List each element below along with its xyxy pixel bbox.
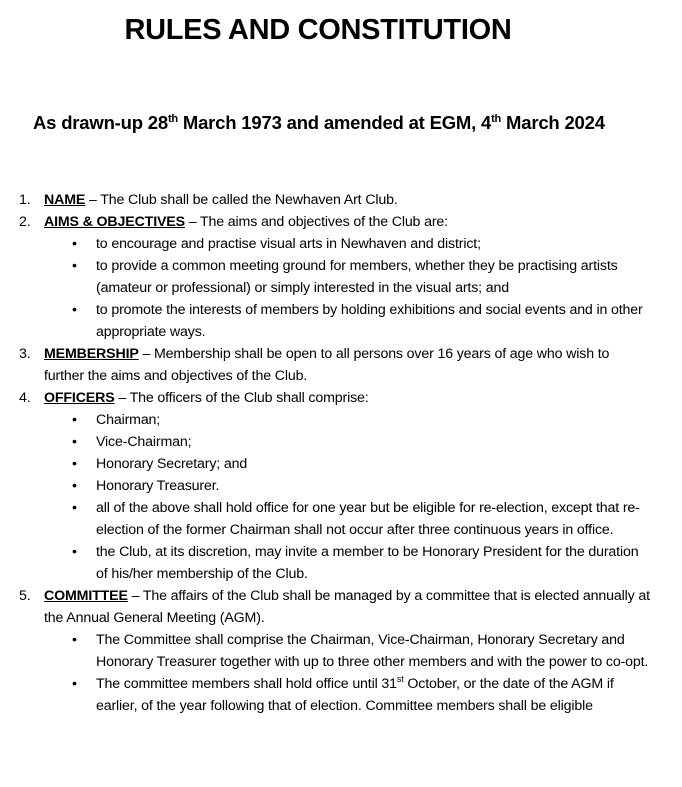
document-body [0,189,682,717]
officers-bullet-list [0,409,682,585]
bullet-icon: • [72,632,77,648]
aims-bullet-list [0,233,682,343]
list-item [0,409,682,431]
bullet-icon: • [72,500,77,516]
section-number: 2. [19,214,31,230]
bullet-text: October, or the date of the AGM if earlier, of the year following that of election. Committee members shall be eligible [96,676,614,714]
section-label: NAME [44,192,86,208]
bullet-text: to provide a common meeting ground for members, whether they be practising artists (amateur or professional) or simply interested in the visual arts; and [96,258,618,296]
section-text: – The officers of the Club shall comprise: [114,390,369,406]
list-item [0,299,682,343]
bullet-icon: • [72,434,77,450]
subtitle-superscript: th [167,113,178,125]
bullet-text: to promote the interests of members by holding exhibitions and social events and in other appropriate ways. [96,302,643,340]
list-item [0,497,682,541]
document-subtitle [33,112,605,134]
bullet-icon: • [72,412,77,428]
bullet-text: The committee members shall hold office until 31 [96,676,397,692]
bullet-text: Chairman; [96,412,161,428]
section-label: OFFICERS [44,390,115,406]
bullet-icon: • [72,456,77,472]
section-text: – The Club shall be called the Newhaven Art Club. [85,192,398,208]
subtitle-text: As drawn-up 28 [33,112,168,133]
bullet-text: to encourage and practise visual arts in Newhaven and district; [96,236,481,252]
bullet-text: the Club, at its discretion, may invite a member to be Honorary President for the duration of his/her membership of the Club. [96,544,639,582]
bullet-text: Honorary Secretary; and [96,456,248,472]
section-label: COMMITTEE [44,588,128,604]
bullet-text: The Committee shall comprise the Chairman, Vice-Chairman, Honorary Secretary and Honorary Treasurer together with up to three other members and with the power to co-opt. [96,632,649,670]
section-text: – Membership shall be open to all persons over 16 years of age who wish to further the aims and objectives of the Club. [44,346,610,384]
section-label: MEMBERSHIP [44,346,139,362]
bullet-text: Vice-Chairman; [96,434,192,450]
section-name [0,189,682,211]
section-aims-objectives [0,211,682,233]
subtitle-text: March 1973 and amended at EGM, 4 [177,112,492,133]
list-item [0,453,682,475]
document-title: RULES AND CONSTITUTION [124,14,512,46]
list-item [0,431,682,453]
section-membership [0,343,682,387]
committee-bullet-list [0,629,682,717]
section-number: 3. [19,346,31,362]
list-item [0,233,682,255]
bullet-icon: • [72,236,77,252]
section-number: 4. [19,390,31,406]
bullet-icon: • [72,478,77,494]
bullet-superscript: st [396,674,404,684]
section-officers [0,387,682,409]
bullet-icon: • [72,302,77,318]
bullet-text: all of the above shall hold office for one year but be eligible for re-election, except that re-election of the former Chairman shall not occur after three continuous years in office. [96,500,640,538]
bullet-icon: • [72,676,77,692]
section-number: 5. [19,588,31,604]
list-item [0,673,682,717]
bullet-icon: • [72,258,77,274]
subtitle-superscript: th [491,113,502,125]
subtitle-text: March 2024 [501,112,605,133]
section-committee [0,585,682,629]
section-text: – The affairs of the Club shall be managed by a committee that is elected annually at the Annual General Meeting (AGM). [44,588,650,626]
list-item [0,541,682,585]
section-number: 1. [19,192,31,208]
list-item [0,255,682,299]
section-label: AIMS & OBJECTIVES [44,214,185,230]
list-item [0,629,682,673]
bullet-text: Honorary Treasurer. [96,478,220,494]
list-item [0,475,682,497]
bullet-icon: • [72,544,77,560]
section-text: – The aims and objectives of the Club are: [184,214,448,230]
